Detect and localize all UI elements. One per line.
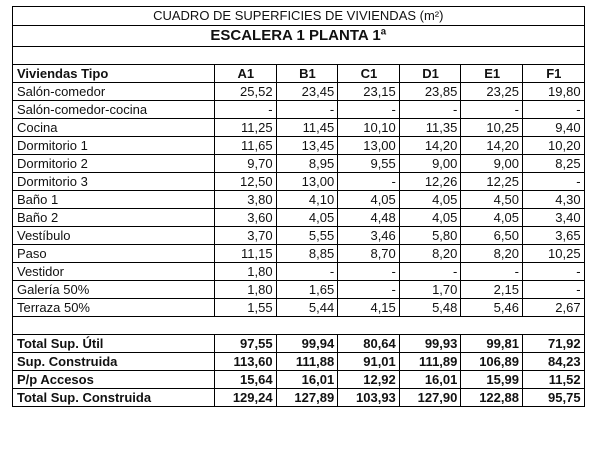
row-value: 103,93 xyxy=(338,389,400,407)
row-value: 1,70 xyxy=(399,281,461,299)
row-value: 8,85 xyxy=(276,245,338,263)
column-header: D1 xyxy=(399,65,461,83)
row-value: - xyxy=(461,101,523,119)
row-value: 129,24 xyxy=(215,389,277,407)
table-row xyxy=(13,83,585,101)
row-value: 99,94 xyxy=(276,335,338,353)
table-row xyxy=(13,209,585,227)
row-value: - xyxy=(338,101,400,119)
row-value: 127,90 xyxy=(399,389,461,407)
row-value: 8,25 xyxy=(522,155,584,173)
row-value: 3,60 xyxy=(215,209,277,227)
row-value: 10,20 xyxy=(522,137,584,155)
row-value: 11,35 xyxy=(399,119,461,137)
total-row xyxy=(13,335,585,353)
row-value: 1,65 xyxy=(276,281,338,299)
header-row xyxy=(13,65,585,83)
row-label: Paso xyxy=(13,245,215,263)
row-value: 99,81 xyxy=(461,335,523,353)
row-value: 8,95 xyxy=(276,155,338,173)
row-value: 111,88 xyxy=(276,353,338,371)
row-value: 12,25 xyxy=(461,173,523,191)
row-value: - xyxy=(522,281,584,299)
row-value: 1,55 xyxy=(215,299,277,317)
column-header: B1 xyxy=(276,65,338,83)
header-label: Viviendas Tipo xyxy=(13,65,215,83)
row-value: 11,65 xyxy=(215,137,277,155)
row-value: 12,50 xyxy=(215,173,277,191)
row-value: 13,00 xyxy=(338,137,400,155)
table-row xyxy=(13,299,585,317)
row-value: 4,15 xyxy=(338,299,400,317)
table-row xyxy=(13,101,585,119)
row-value: 97,55 xyxy=(215,335,277,353)
row-value: 6,50 xyxy=(461,227,523,245)
row-value: 4,10 xyxy=(276,191,338,209)
table-row xyxy=(13,245,585,263)
row-value: 9,40 xyxy=(522,119,584,137)
row-value: 10,25 xyxy=(461,119,523,137)
table-row xyxy=(13,155,585,173)
row-value: 3,80 xyxy=(215,191,277,209)
row-value: 4,05 xyxy=(276,209,338,227)
row-value: 99,93 xyxy=(399,335,461,353)
row-value: - xyxy=(338,173,400,191)
row-value: 4,05 xyxy=(338,191,400,209)
table-title: CUADRO DE SUPERFICIES DE VIVIENDAS (m²) xyxy=(13,7,585,26)
row-label: Baño 2 xyxy=(13,209,215,227)
surface-table xyxy=(12,6,585,407)
row-value: 14,20 xyxy=(399,137,461,155)
row-value: 4,05 xyxy=(399,191,461,209)
row-value: 5,44 xyxy=(276,299,338,317)
row-label: Terraza 50% xyxy=(13,299,215,317)
row-label: Total Sup. Útil xyxy=(13,335,215,353)
row-value: 1,80 xyxy=(215,281,277,299)
total-row xyxy=(13,371,585,389)
total-row xyxy=(13,389,585,407)
row-label: Cocina xyxy=(13,119,215,137)
row-value: - xyxy=(522,263,584,281)
row-value: 127,89 xyxy=(276,389,338,407)
row-label: Salón-comedor xyxy=(13,83,215,101)
row-value: 3,40 xyxy=(522,209,584,227)
row-value: 3,65 xyxy=(522,227,584,245)
row-value: 19,80 xyxy=(522,83,584,101)
row-label: P/p Accesos xyxy=(13,371,215,389)
row-value: - xyxy=(399,101,461,119)
table-row xyxy=(13,191,585,209)
total-row xyxy=(13,353,585,371)
row-value: 71,92 xyxy=(522,335,584,353)
row-value: 15,64 xyxy=(215,371,277,389)
row-value: 84,23 xyxy=(522,353,584,371)
row-value: 14,20 xyxy=(461,137,523,155)
row-value: 80,64 xyxy=(338,335,400,353)
row-value: 3,46 xyxy=(338,227,400,245)
row-value: 106,89 xyxy=(461,353,523,371)
row-value: 9,70 xyxy=(215,155,277,173)
column-header: C1 xyxy=(338,65,400,83)
row-value: 8,20 xyxy=(461,245,523,263)
spacer-row xyxy=(13,47,585,65)
row-value: 10,10 xyxy=(338,119,400,137)
column-header: E1 xyxy=(461,65,523,83)
row-value: 3,70 xyxy=(215,227,277,245)
row-label: Total Sup. Construida xyxy=(13,389,215,407)
row-value: - xyxy=(399,263,461,281)
row-value: 5,80 xyxy=(399,227,461,245)
spacer-row xyxy=(13,317,585,335)
row-value: 91,01 xyxy=(338,353,400,371)
row-label: Galería 50% xyxy=(13,281,215,299)
table-row xyxy=(13,119,585,137)
row-label: Vestidor xyxy=(13,263,215,281)
row-value: 4,50 xyxy=(461,191,523,209)
row-value: 12,26 xyxy=(399,173,461,191)
row-value: 23,85 xyxy=(399,83,461,101)
row-value: 25,52 xyxy=(215,83,277,101)
row-value: - xyxy=(215,101,277,119)
row-value: 111,89 xyxy=(399,353,461,371)
row-value: 23,25 xyxy=(461,83,523,101)
row-value: 9,55 xyxy=(338,155,400,173)
row-value: 8,70 xyxy=(338,245,400,263)
row-value: - xyxy=(276,263,338,281)
row-value: 5,55 xyxy=(276,227,338,245)
table-row xyxy=(13,173,585,191)
row-label: Baño 1 xyxy=(13,191,215,209)
row-value: 10,25 xyxy=(522,245,584,263)
row-value: 5,48 xyxy=(399,299,461,317)
row-label: Dormitorio 2 xyxy=(13,155,215,173)
row-label: Sup. Construida xyxy=(13,353,215,371)
row-label: Dormitorio 3 xyxy=(13,173,215,191)
row-value: - xyxy=(338,263,400,281)
row-value: 1,80 xyxy=(215,263,277,281)
row-value: 13,00 xyxy=(276,173,338,191)
row-value: - xyxy=(522,101,584,119)
row-value: 16,01 xyxy=(399,371,461,389)
row-value: 12,92 xyxy=(338,371,400,389)
row-value: 113,60 xyxy=(215,353,277,371)
column-header: F1 xyxy=(522,65,584,83)
row-value: 95,75 xyxy=(522,389,584,407)
row-value: 5,46 xyxy=(461,299,523,317)
row-value: - xyxy=(522,173,584,191)
table-row xyxy=(13,137,585,155)
table-row xyxy=(13,281,585,299)
row-value: 13,45 xyxy=(276,137,338,155)
row-value: 122,88 xyxy=(461,389,523,407)
row-value: 4,30 xyxy=(522,191,584,209)
row-label: Vestíbulo xyxy=(13,227,215,245)
row-value: 15,99 xyxy=(461,371,523,389)
row-value: - xyxy=(276,101,338,119)
table-row xyxy=(13,263,585,281)
row-label: Salón-comedor-cocina xyxy=(13,101,215,119)
row-value: 9,00 xyxy=(399,155,461,173)
row-label: Dormitorio 1 xyxy=(13,137,215,155)
row-value: 23,15 xyxy=(338,83,400,101)
column-header: A1 xyxy=(215,65,277,83)
row-value: - xyxy=(461,263,523,281)
row-value: 4,05 xyxy=(399,209,461,227)
row-value: 2,15 xyxy=(461,281,523,299)
row-value: - xyxy=(338,281,400,299)
table-subtitle: ESCALERA 1 PLANTA 1ª xyxy=(13,26,585,47)
row-value: 11,15 xyxy=(215,245,277,263)
row-value: 16,01 xyxy=(276,371,338,389)
row-value: 11,25 xyxy=(215,119,277,137)
surface-table-sheet xyxy=(12,6,584,407)
row-value: 23,45 xyxy=(276,83,338,101)
row-value: 4,48 xyxy=(338,209,400,227)
row-value: 11,45 xyxy=(276,119,338,137)
row-value: 4,05 xyxy=(461,209,523,227)
row-value: 8,20 xyxy=(399,245,461,263)
row-value: 9,00 xyxy=(461,155,523,173)
row-value: 2,67 xyxy=(522,299,584,317)
row-value: 11,52 xyxy=(522,371,584,389)
table-row xyxy=(13,227,585,245)
